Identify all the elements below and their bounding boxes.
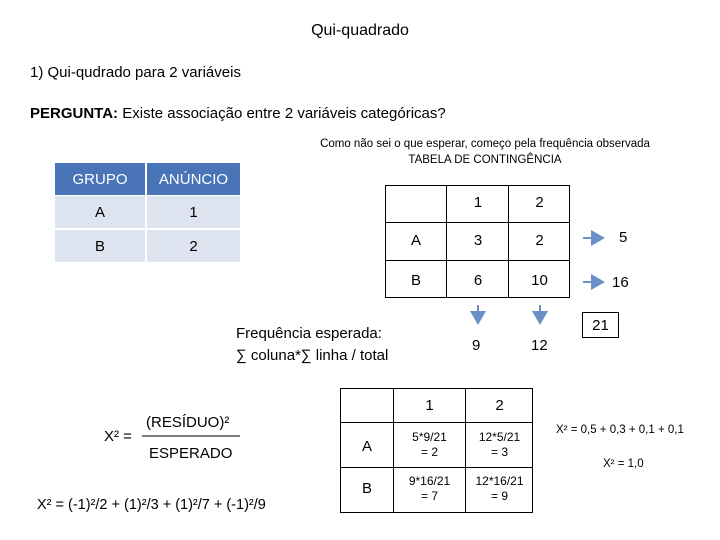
page-title: Qui-quadrado — [311, 22, 409, 39]
cell-value: 10 — [531, 272, 548, 289]
expected-cell — [466, 430, 533, 460]
col-header: 2 — [535, 194, 544, 211]
cell-formula: 12*5/21 — [478, 430, 521, 444]
row-total: 5 — [619, 229, 628, 246]
formula-numerator: (RESÍDUO)² — [146, 414, 230, 431]
cell-value: 2 — [535, 232, 544, 249]
row-label: B — [361, 480, 372, 497]
header-grupo: GRUPO — [72, 170, 128, 188]
expected-cell — [394, 474, 465, 504]
section-heading: 1) Qui-qudrado para 2 variáveis — [30, 64, 241, 81]
observed-note-line1: Como não sei o que esperar, começo pela frequência observada — [320, 138, 650, 150]
chi-formula-lhs: X² = — [104, 428, 132, 445]
row-total: 16 — [612, 274, 629, 291]
formula-denominator: ESPERADO — [149, 445, 233, 462]
cell-result: = 2 — [420, 445, 438, 459]
row-anuncio: 1 — [189, 203, 198, 221]
expected-cell — [466, 474, 533, 504]
col-total: 12 — [531, 337, 548, 354]
cell-value: 3 — [473, 232, 483, 249]
chi-calculation: X² = (-1)²/2 + (1)²/3 + (1)²/7 + (-1)²/9 — [37, 497, 266, 513]
expected-caption-line2: ∑ coluna*∑ linha / total — [236, 347, 389, 364]
question-text: Existe associação entre 2 variáveis categóricas? — [118, 105, 446, 122]
expected-cell — [394, 430, 465, 460]
grand-total-box: 21 — [582, 312, 619, 338]
question-label: PERGUNTA: — [30, 105, 119, 122]
chi-result: X² = 1,0 — [603, 458, 644, 470]
cell-formula: 9*16/21 — [408, 474, 451, 488]
cell-result: = 3 — [490, 445, 508, 459]
row-grupo: A — [94, 203, 105, 221]
row-grupo: B — [94, 237, 105, 255]
expected-caption-line1: Frequência esperada: — [236, 325, 382, 342]
header-anuncio: ANÚNCIO — [158, 170, 229, 188]
cell-result: = 7 — [420, 489, 438, 503]
chi-sum: X² = 0,5 + 0,3 + 0,1 + 0,1 — [556, 424, 684, 436]
contingency-title: TABELA DE CONTINGÊNCIA — [408, 154, 562, 166]
row-anuncio: 2 — [189, 237, 198, 255]
cell-formula: 5*9/21 — [412, 430, 447, 444]
expected-caption — [236, 323, 388, 367]
expected-table — [340, 388, 533, 513]
col-header: 1 — [473, 194, 483, 211]
col-header: 2 — [495, 397, 504, 414]
col-total: 9 — [472, 337, 481, 354]
row-label: B — [410, 272, 421, 289]
col-header: 1 — [425, 397, 434, 414]
cell-formula: 12*16/21 — [475, 474, 524, 488]
row-label: A — [361, 438, 372, 455]
row-label: A — [410, 232, 421, 249]
cell-value: 6 — [473, 272, 483, 289]
cell-result: = 9 — [490, 489, 508, 503]
